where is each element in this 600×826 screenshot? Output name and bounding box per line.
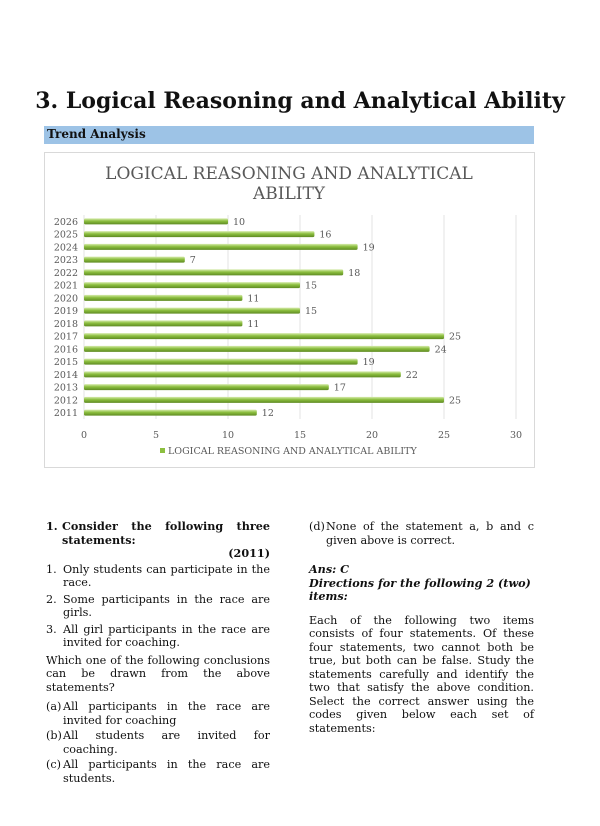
y-tick-label: 2013 bbox=[53, 382, 78, 394]
x-tick-label: 15 bbox=[293, 430, 307, 441]
y-tick-label: 2016 bbox=[53, 344, 78, 356]
bar-2012 bbox=[84, 397, 444, 403]
bar-2015 bbox=[84, 359, 358, 365]
data-label: 11 bbox=[247, 318, 260, 330]
answer-column bbox=[309, 520, 534, 741]
data-label: 15 bbox=[305, 306, 318, 318]
bar-2019 bbox=[84, 308, 300, 314]
bar-2017 bbox=[84, 333, 444, 339]
x-tick-label: 0 bbox=[80, 430, 88, 441]
statement-item bbox=[46, 623, 270, 650]
y-tick-label: 2011 bbox=[53, 408, 78, 420]
y-tick-label: 2015 bbox=[53, 357, 78, 369]
bar-2013 bbox=[84, 384, 329, 390]
y-tick-label: 2019 bbox=[53, 306, 78, 318]
option-c bbox=[46, 758, 270, 785]
statement-item bbox=[46, 593, 270, 620]
x-tick-label: 10 bbox=[221, 430, 235, 441]
data-label: 24 bbox=[434, 344, 447, 356]
bar-2022 bbox=[84, 269, 343, 275]
bar-2023 bbox=[84, 257, 185, 263]
chart-title-line2: ABILITY bbox=[252, 184, 326, 204]
y-tick-label: 2026 bbox=[53, 216, 78, 228]
option-b bbox=[46, 729, 270, 756]
statement-number: 1. bbox=[46, 562, 57, 576]
statement-number: 2. bbox=[46, 592, 57, 606]
directions-body: Each of the following two items consists of four statements. Of these four statements, two cannot both be true, but both can be false. Study the statements carefully and identify the two that satisfy the above condition. Select the correct answer using the codes given below each set of statements: bbox=[309, 613, 534, 735]
bar-2018 bbox=[84, 320, 242, 326]
question-column bbox=[46, 520, 270, 787]
legend-label: LOGICAL REASONING AND ANALYTICAL ABILITY bbox=[168, 446, 417, 457]
bar-2024 bbox=[84, 244, 358, 250]
question-heading bbox=[46, 520, 270, 547]
y-tick-label: 2018 bbox=[53, 318, 78, 330]
option-d bbox=[309, 520, 534, 547]
chart-title-line1: LOGICAL REASONING AND ANALYTICAL bbox=[105, 164, 473, 184]
y-tick-label: 2012 bbox=[53, 395, 78, 407]
answer-text: Ans: C bbox=[309, 562, 350, 576]
data-label: 12 bbox=[261, 408, 274, 420]
bar-2020 bbox=[84, 295, 242, 301]
statement-item bbox=[46, 563, 270, 590]
option-label: (a) bbox=[46, 700, 62, 713]
data-label: 25 bbox=[449, 331, 462, 343]
x-tick-label: 30 bbox=[509, 430, 523, 441]
y-tick-label: 2021 bbox=[53, 280, 78, 292]
statement-text: All girl participants in the race are invited for coaching. bbox=[63, 622, 270, 649]
bar-2014 bbox=[84, 371, 401, 377]
data-label: 22 bbox=[405, 369, 418, 381]
bar-2026 bbox=[84, 218, 228, 224]
bar-2025 bbox=[84, 231, 314, 237]
y-tick-label: 2020 bbox=[53, 293, 78, 305]
option-text: All participants in the race are invited for coaching bbox=[63, 700, 270, 727]
legend-swatch bbox=[160, 448, 165, 453]
data-label: 25 bbox=[449, 395, 462, 407]
data-label: 19 bbox=[362, 242, 375, 254]
statement-text: Some participants in the race are girls. bbox=[63, 592, 270, 619]
data-label: 17 bbox=[333, 382, 346, 394]
bar-2011 bbox=[84, 410, 257, 416]
y-tick-label: 2024 bbox=[53, 242, 78, 254]
data-label: 11 bbox=[247, 293, 260, 305]
section-label: Trend Analysis bbox=[47, 127, 146, 141]
option-text: All students are invited for coaching. bbox=[63, 729, 270, 756]
bar-2016 bbox=[84, 346, 430, 352]
chart-svg bbox=[45, 153, 534, 467]
question-prompt: Which one of the following conclusions can be drawn from the above statements? bbox=[46, 653, 270, 694]
option-text: All participants in the race are students. bbox=[63, 758, 270, 785]
option-label: (b) bbox=[46, 729, 62, 742]
data-label: 18 bbox=[348, 267, 361, 279]
data-label: 10 bbox=[233, 216, 246, 228]
data-label: 15 bbox=[305, 280, 318, 292]
trend-chart bbox=[44, 152, 535, 468]
statement-text: Only students can participate in the race. bbox=[63, 562, 270, 589]
option-text: None of the statement a, b and c given above is correct. bbox=[326, 520, 534, 547]
option-label: (c) bbox=[46, 758, 61, 771]
section-header bbox=[44, 126, 534, 144]
bar-2021 bbox=[84, 282, 300, 288]
y-tick-label: 2014 bbox=[53, 369, 78, 381]
y-tick-label: 2022 bbox=[53, 267, 78, 279]
question-year: (2011) bbox=[228, 546, 270, 560]
x-tick-label: 5 bbox=[152, 430, 160, 441]
option-a bbox=[46, 700, 270, 727]
directions-heading: Directions for the following 2 (two) items: bbox=[309, 575, 531, 603]
data-label: 19 bbox=[362, 357, 375, 369]
x-tick-label: 25 bbox=[437, 430, 451, 441]
statement-number: 3. bbox=[46, 622, 57, 636]
y-tick-label: 2025 bbox=[53, 229, 78, 241]
y-tick-label: 2023 bbox=[53, 255, 78, 267]
y-tick-label: 2017 bbox=[53, 331, 78, 343]
question-number: 1. bbox=[46, 519, 58, 533]
data-label: 16 bbox=[319, 229, 332, 241]
data-label: 7 bbox=[189, 255, 196, 267]
question-head-text: Consider the following three statements: bbox=[62, 519, 270, 547]
page-title: 3. Logical Reasoning and Analytical Ability bbox=[35, 88, 565, 114]
x-tick-label: 20 bbox=[365, 430, 379, 441]
option-label: (d) bbox=[309, 520, 325, 533]
